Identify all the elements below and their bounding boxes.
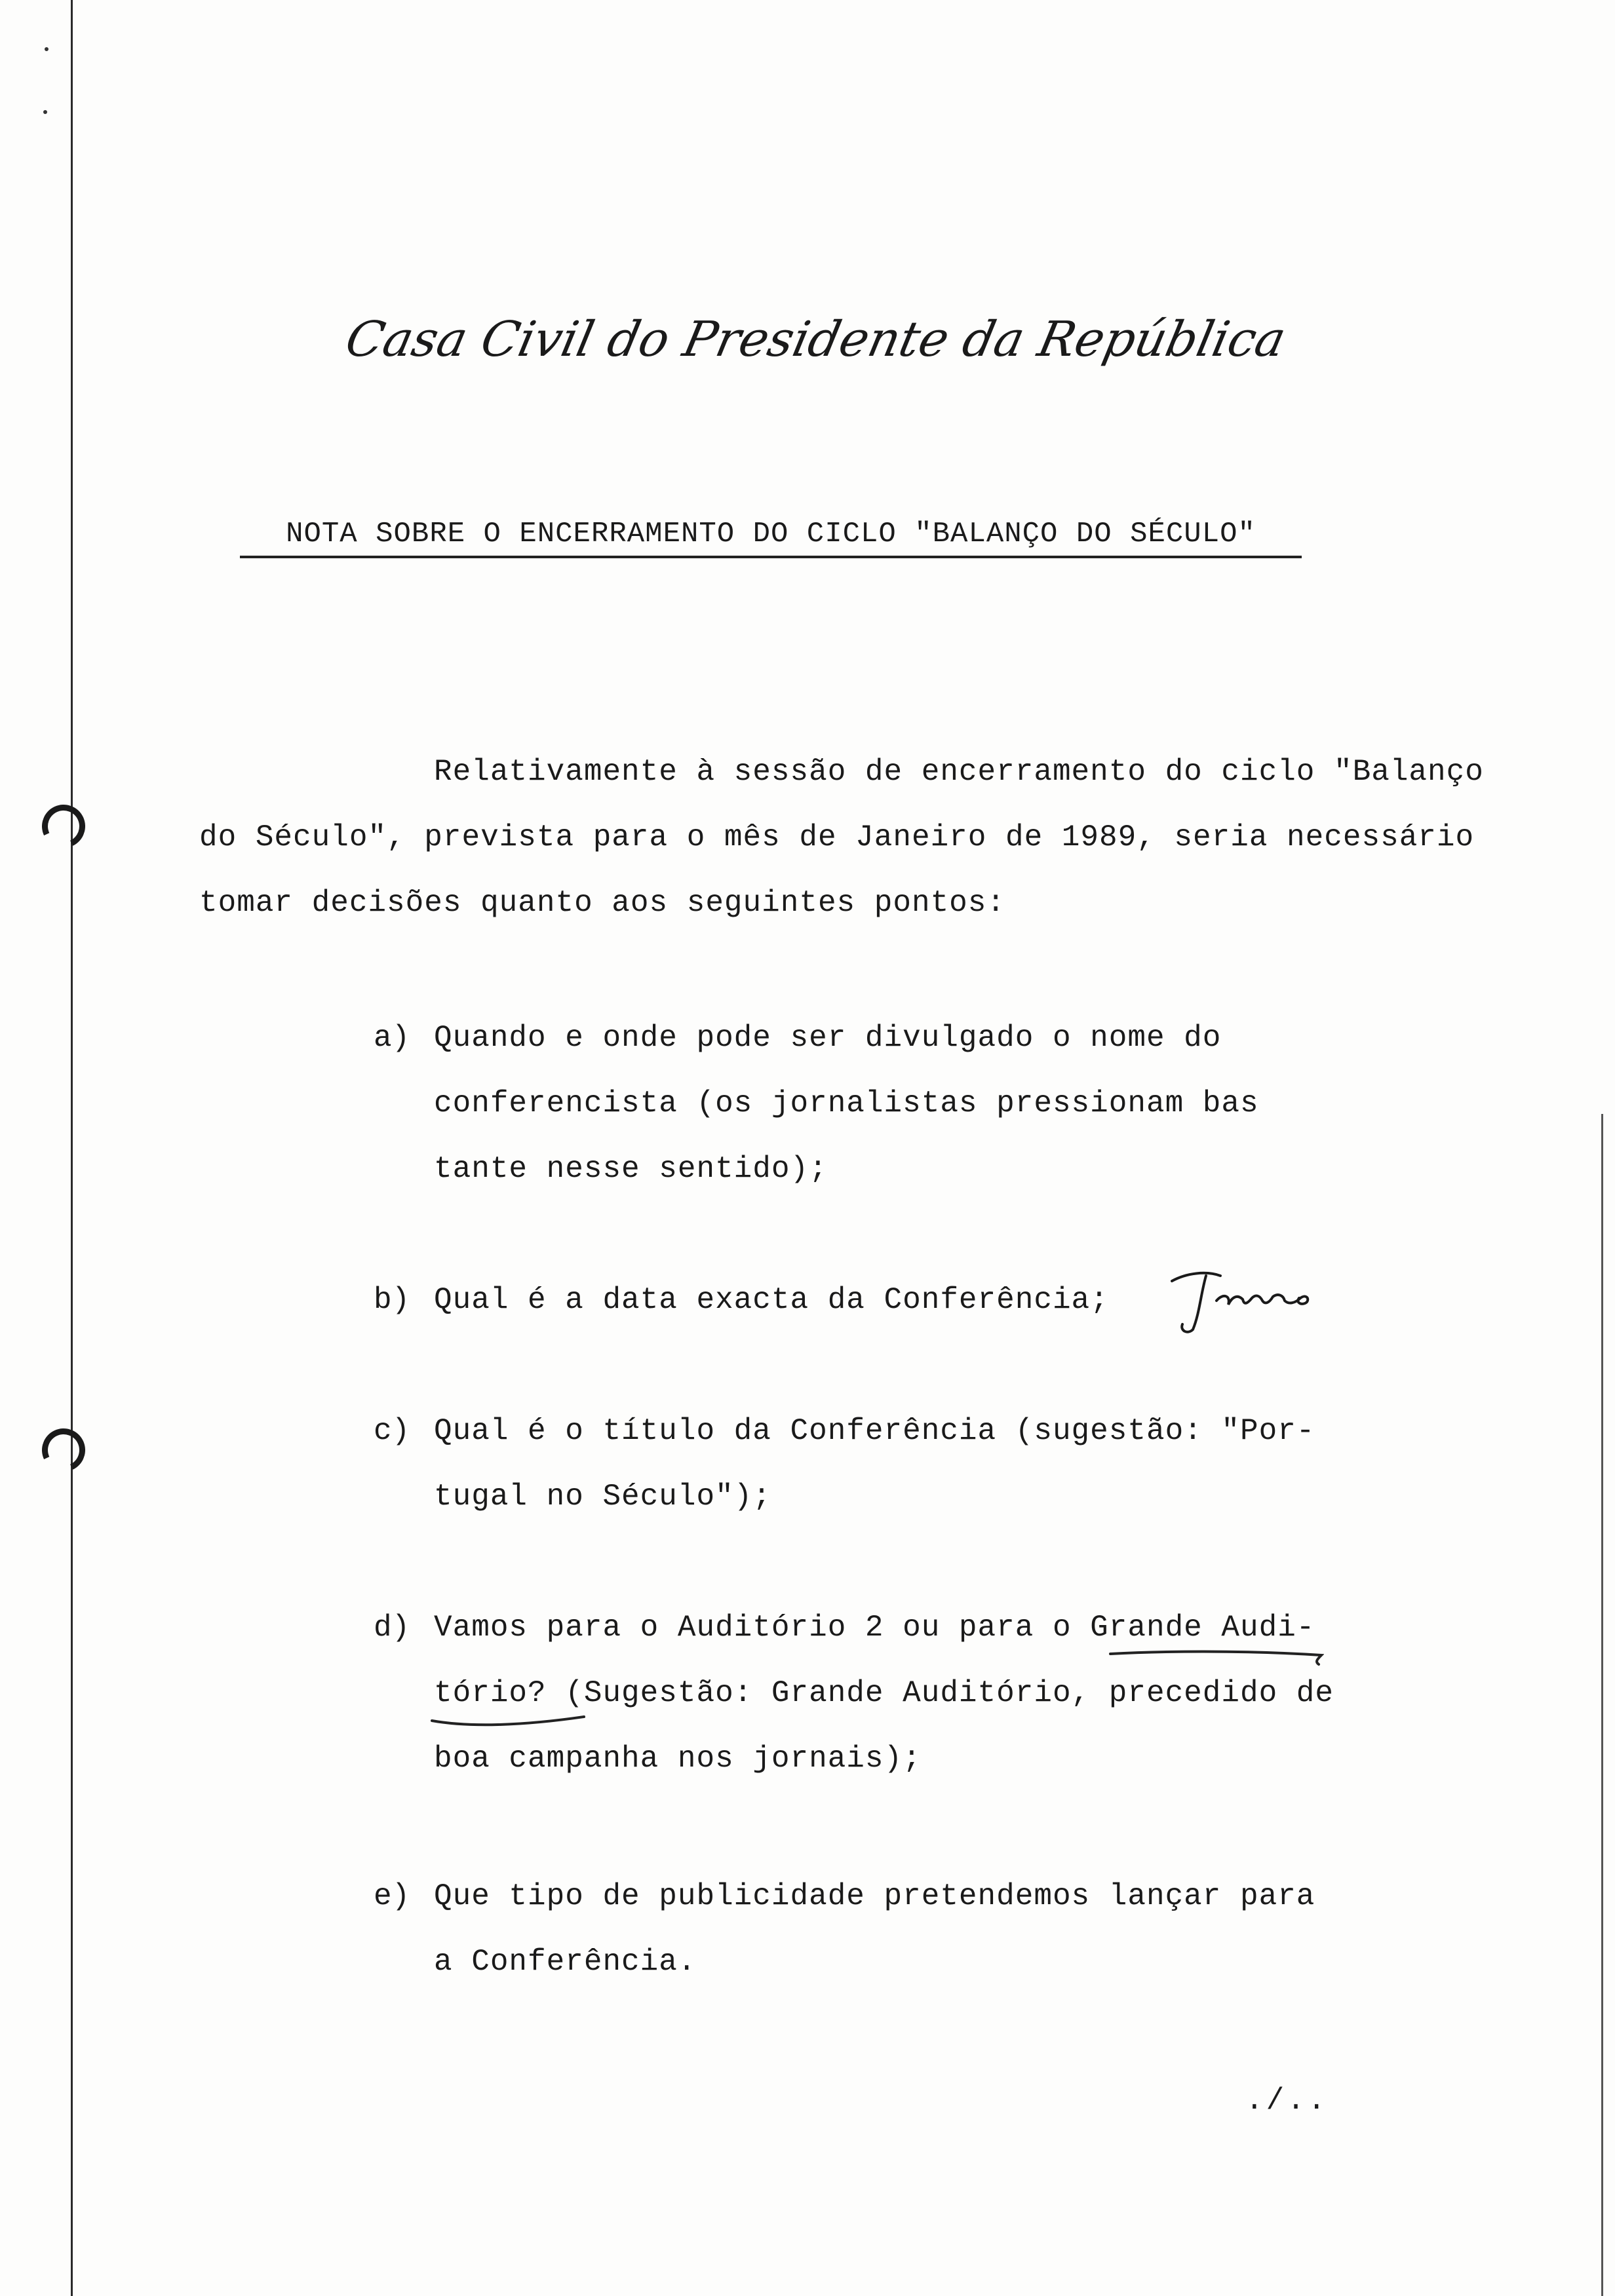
item-a-line-2: conferencista (os jornalistas pressionam bas — [434, 1086, 1259, 1120]
page-title: NOTA SOBRE O ENCERRAMENTO DO CICLO "BALANÇO DO SÉCULO" — [240, 518, 1302, 558]
intro-line-1: Relativamente à sessão de encerramento do ciclo "Balanço — [434, 755, 1484, 789]
hand-underline-torio — [429, 1712, 587, 1731]
item-d-marker: d) — [374, 1611, 410, 1645]
speck-mark — [43, 110, 47, 114]
item-b-line-1: Qual é a data exacta da Conferência; — [434, 1283, 1109, 1317]
speck-mark — [45, 47, 49, 51]
item-c-marker: c) — [374, 1414, 410, 1448]
item-e-line-1: Que tipo de publicidade pretendemos lançar para — [434, 1879, 1315, 1913]
item-d-line-1: Vamos para o Auditório 2 ou para o Grande Audi- — [434, 1611, 1315, 1645]
continuation-mark: ./.. — [1245, 2084, 1329, 2118]
right-page-edge — [1601, 1114, 1603, 2296]
item-e-line-2: a Conferência. — [434, 1945, 697, 1979]
intro-line-3: tomar decisões quanto aos seguintes pontos: — [199, 886, 1005, 920]
handwritten-note-janeiro — [1160, 1261, 1317, 1340]
item-a-line-3: tante nesse sentido); — [434, 1152, 828, 1186]
item-a-line-1: Quando e onde pode ser divulgado o nome do — [434, 1021, 1222, 1055]
item-e-marker: e) — [374, 1879, 410, 1913]
punch-hole-top — [36, 799, 92, 854]
hand-underline-grande-auditorio — [1108, 1647, 1324, 1667]
punch-hole-bottom — [36, 1423, 92, 1478]
item-b-marker: b) — [374, 1283, 410, 1317]
intro-line-2: do Século", prevista para o mês de Janeiro de 1989, seria necessário — [199, 820, 1475, 854]
item-c-line-1: Qual é o título da Conferência (sugestão: "Por- — [434, 1414, 1315, 1448]
item-a-marker: a) — [374, 1021, 410, 1055]
item-d-line-3: boa campanha nos jornais); — [434, 1742, 922, 1776]
letterhead-script — [0, 298, 1615, 383]
item-d-line-2: tório? (Sugestão: Grande Auditório, precedido de — [434, 1676, 1334, 1710]
item-c-line-2: tugal no Século"); — [434, 1480, 771, 1514]
letterhead-text: Casa Civil do Presidente da República — [341, 311, 1291, 368]
